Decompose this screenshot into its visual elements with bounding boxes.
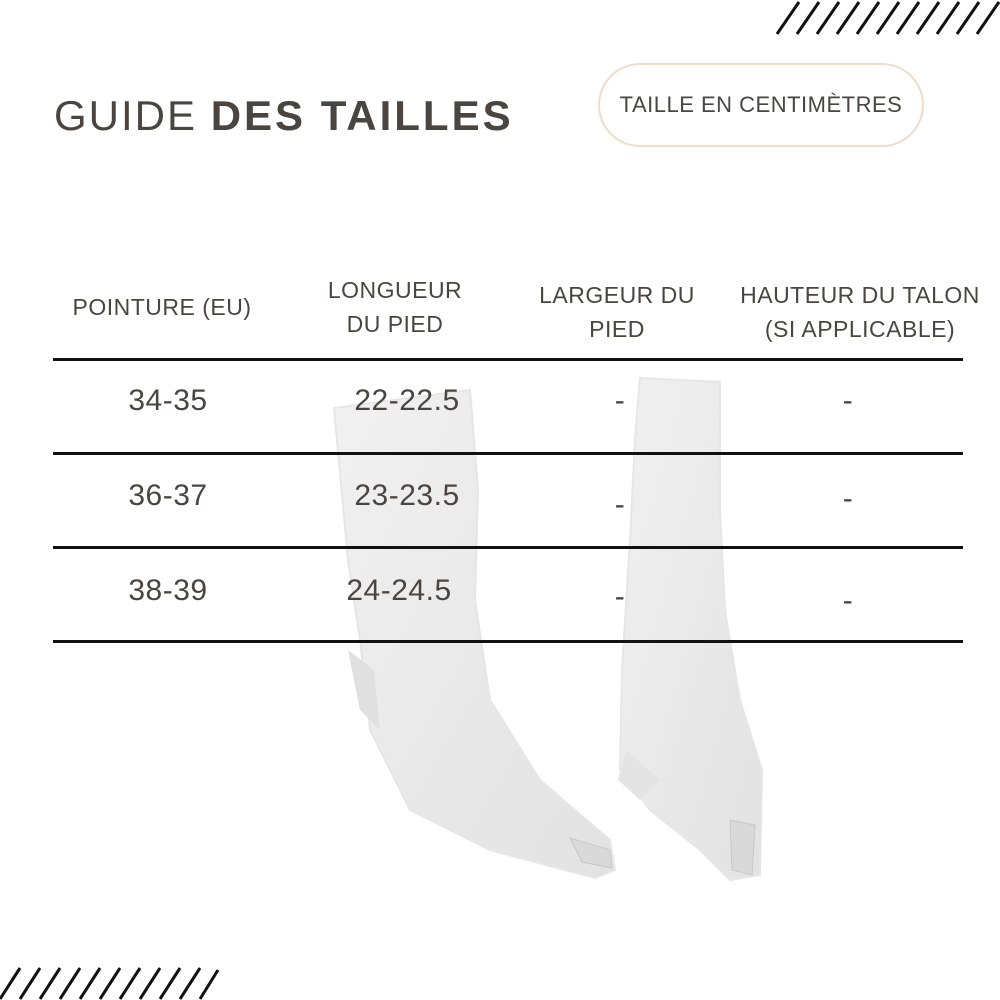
cell-width: - (614, 580, 626, 613)
column-header-length (300, 273, 490, 341)
cell-width: - (614, 488, 626, 521)
cell-width: - (614, 384, 626, 417)
header-line: LONGUEUR (327, 277, 463, 303)
decorative-stripes-bottom (0, 966, 220, 1000)
title-bold: DES TAILLES (210, 92, 514, 139)
unit-badge (598, 63, 924, 147)
title-light: GUIDE (54, 92, 198, 139)
cell-length: 22-22.5 (354, 384, 460, 417)
page-title (54, 92, 514, 140)
table-rule (53, 546, 963, 549)
column-header-size (52, 290, 272, 324)
header-line: DU PIED (346, 311, 444, 337)
table-rule (53, 358, 963, 361)
cell-size: 34-35 (128, 384, 208, 417)
cell-heel: - (842, 482, 854, 515)
table-rule (53, 452, 963, 455)
header-line: LARGEUR DU (539, 282, 695, 308)
cell-heel: - (842, 384, 854, 417)
cell-length: 23-23.5 (354, 479, 460, 512)
unit-label: TAILLE EN CENTIMÈTRES (619, 92, 903, 117)
column-header-width (522, 278, 712, 346)
column-header-heel (735, 278, 985, 346)
cell-size: 38-39 (128, 574, 208, 607)
cell-heel: - (842, 584, 854, 617)
boots-image (300, 370, 780, 895)
cell-length: 24-24.5 (346, 574, 452, 607)
header-line: (SI APPLICABLE) (764, 316, 956, 342)
cell-size: 36-37 (128, 479, 208, 512)
header-line: PIED (589, 316, 645, 342)
header-line: HAUTEUR DU TALON (740, 282, 980, 308)
table-rule (53, 640, 963, 643)
decorative-stripes-top (775, 0, 1000, 36)
header-line: POINTURE (EU) (72, 294, 252, 320)
